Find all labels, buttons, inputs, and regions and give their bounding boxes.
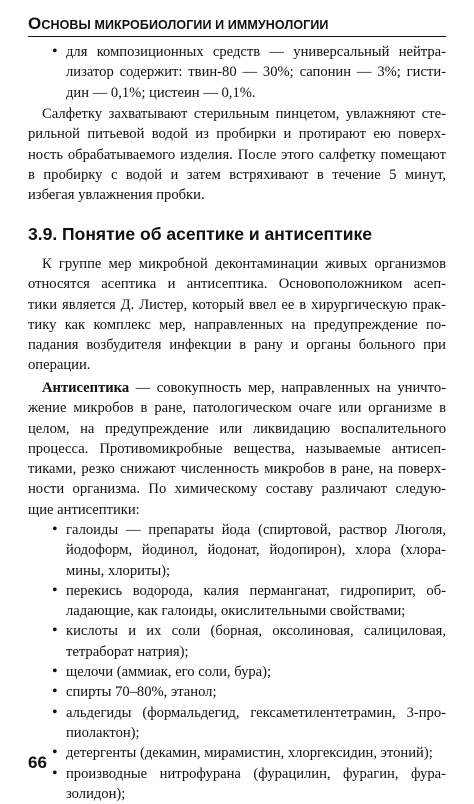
bullet-marker: • [52,764,58,782]
text-line: тики является Д. Листер, который ввел ее в хирургическую прак- [28,296,446,313]
section-heading: 3.9. Понятие об асептике и антисептике [28,224,372,244]
text-line: относятся асептика и антисептика. Основоположником асеп- [28,276,446,293]
running-header [28,14,446,37]
text-line: Салфетку захватывают стерильным пинцетом, увлажняют сте- [42,106,446,122]
bullet-marker: • [52,744,58,762]
text-line: щелочи (аммиак, его соли, бура); [66,664,272,681]
text-line: для композиционных средств — универсальный нейтра- [66,44,446,60]
text-line: в пробирку с водой и затем встряхивают в течение 5 минут, [28,166,446,183]
bullet-marker: • [52,43,58,60]
paragraph-asepsis [28,254,446,376]
text-line: процесса. Противомикробные вещества, называемые антисеп- [28,440,446,457]
list-item [28,743,446,763]
text-line: кислоты и их соли (борная, оксолиновая, салициловая, [66,623,446,640]
text-line: мины, хлориты); [66,562,171,579]
text-line: альдегиды (формальдегид, гексаметилентетрамин, 3-про- [66,704,446,721]
list-item [28,662,446,682]
paragraph-sampling [28,104,446,205]
bullet-marker: • [52,521,58,538]
list-item [28,764,446,804]
text-line: рильной питьевой водой из пробирки и протирают ею поверх- [28,126,446,143]
text-line: дин — 0,1%; цистеин — 0,1%. [66,84,256,101]
page-number: 66 [28,753,47,772]
text-line: щие антисептики: [28,501,140,518]
text-line: лизатор содержит: твин-80 — 30%; сапонин — 3%; гисти- [66,64,446,81]
text-line [28,378,446,398]
text-line: операции. [28,357,91,374]
text-line: тетраборат натрия); [66,643,189,660]
text-line: тику как комплекс мер, направленных на предупреждение по- [28,316,446,333]
top-bullet-item [28,42,446,103]
text-line: золидон); [66,785,126,802]
bullet-marker: • [52,703,58,721]
text-line: избегая увлажнения пробки. [28,187,205,204]
text-line: жение микробов в ране, патологическом очаге или организме в [28,400,446,417]
text-line: целом, на предупреждение или ликвидацию воспалительного [28,420,446,437]
bullet-marker: • [52,581,58,599]
list-item [28,682,446,702]
text-line: детергенты (декамин, мирамистин, хлоргексидин, этоний); [66,745,433,762]
text-line: перекись водорода, калия перманганат, гидропирит, об- [66,582,446,599]
text-line: пиолактон); [66,724,140,741]
text-line: ность обрабатываемого изделия. После этого салфетку помещают [28,146,446,163]
text-line: ности организма. По химическому составу различают следую- [28,481,446,498]
text-line: тиками, резко снижают численность микробов в ране, на поверх- [28,461,446,478]
list-item [28,581,446,622]
text-line: К группе мер микробной деконтаминации живых организмов [42,256,446,272]
text-line: ладающие, как галоиды, окислительными свойствами; [66,603,406,620]
antiseptics-list [28,520,446,804]
paragraph-antisepsis [28,378,446,520]
list-item [28,621,446,662]
list-item [28,703,446,744]
term-antisepsis: Антисептика [42,380,130,396]
text-line: спирты 70–80%, этанол; [66,684,217,701]
running-header-initial: О [28,14,42,33]
bullet-marker: • [52,663,58,681]
list-item [28,520,446,581]
bullet-marker: • [52,683,58,701]
term-definition-start: — совокупность мер, направленных на уничто- [129,380,446,396]
text-line: йодоформ, йодинол, йодонат, йодопирон), хлора (хлора- [66,542,446,559]
text-line: падания возбудителя инфекции в рану и органы больного при [28,337,446,354]
text-line: галоиды — препараты йода (спиртовой, раствор Люголя, [66,522,446,538]
text-line: производные нитрофурана (фурацилин, фурагин, фура- [66,765,446,782]
bullet-marker: • [52,622,58,640]
running-header-text: СНОВЫ МИКРОБИОЛОГИИ И ИММУНОЛОГИИ [41,18,329,32]
